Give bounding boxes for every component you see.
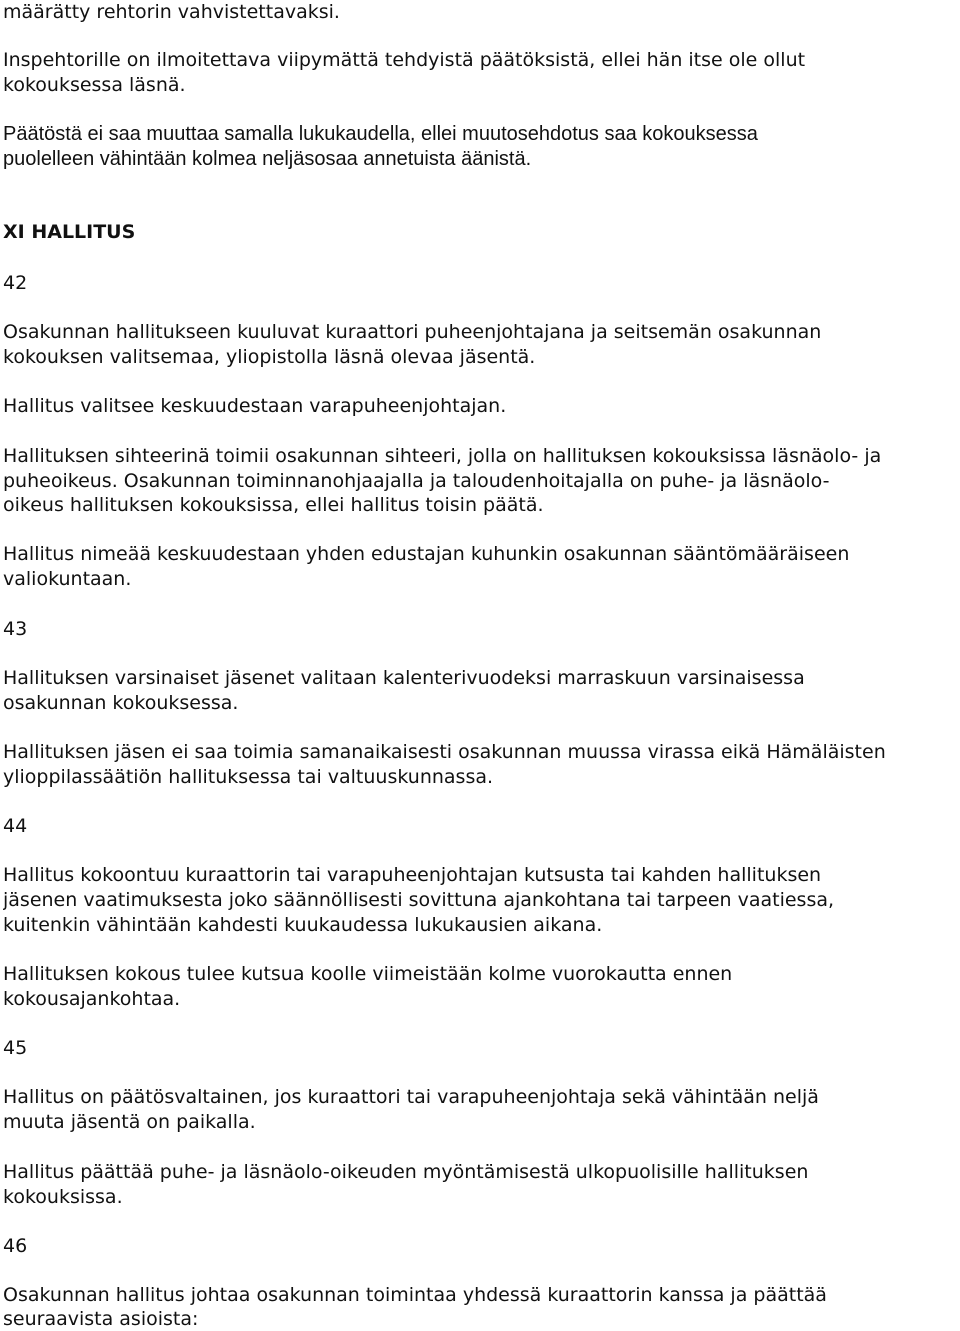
body-text-line: Hallituksen jäsen ei saa toimia samanaikaisesti osakunnan muussa virassa eikä Hämäläisten <box>3 741 886 763</box>
body-text-line: Hallituksen varsinaiset jäsenet valitaan kalenterivuodeksi marraskuun varsinaisessa <box>3 667 805 689</box>
body-text-line: Hallituksen kokous tulee kutsua koolle viimeistään kolme vuorokautta ennen <box>3 963 733 985</box>
body-text-line: oikeus hallituksen kokouksissa, ellei hallitus toisin päätä. <box>3 494 544 516</box>
body-text-line: puolelleen vähintään kolmea neljäsosaa annetuista äänistä. <box>3 148 532 170</box>
body-text-line: Osakunnan hallitus johtaa osakunnan toimintaa yhdessä kuraattorin kanssa ja päättää <box>3 1284 827 1306</box>
section-number: 46 <box>3 1235 28 1257</box>
body-text-line: muuta jäsentä on paikalla. <box>3 1111 256 1133</box>
body-text-line: valiokuntaan. <box>3 568 132 590</box>
body-text-line: Päätöstä ei saa muuttaa samalla lukukaudella, ellei muutosehdotus saa kokouksessa <box>3 123 758 145</box>
body-text-line: kokouksessa läsnä. <box>3 74 186 96</box>
body-text-line: seuraavista asioista: <box>3 1308 199 1330</box>
body-text-line: määrätty rehtorin vahvistettavaksi. <box>3 1 340 23</box>
body-text-line: Hallitus nimeää keskuudestaan yhden edustajan kuhunkin osakunnan sääntömääräiseen <box>3 543 850 565</box>
body-text-line: Hallitus on päätösvaltainen, jos kuraattori tai varapuheenjohtaja sekä vähintään neljä <box>3 1086 819 1108</box>
body-text-line: Inspehtorille on ilmoitettava viipymättä tehdyistä päätöksistä, ellei hän itse ole ollut <box>3 49 806 71</box>
body-text-line: Hallitus valitsee keskuudestaan varapuheenjohtajan. <box>3 395 507 417</box>
body-text-line: kokouksen valitsemaa, yliopistolla läsnä olevaa jäsentä. <box>3 346 536 368</box>
section-number: 42 <box>3 272 28 294</box>
body-text-line: Hallitus kokoontuu kuraattorin tai varapuheenjohtajan kutsusta tai kahden hallituksen <box>3 864 822 886</box>
body-text-line: Hallituksen sihteerinä toimii osakunnan sihteeri, jolla on hallituksen kokouksissa läsnäolo- ja <box>3 445 882 467</box>
body-text-line: kokouksissa. <box>3 1186 123 1208</box>
chapter-heading: XI HALLITUS <box>3 221 136 243</box>
body-text-line: ylioppilassäätiön hallituksessa tai valtuuskunnassa. <box>3 766 494 788</box>
document-page <box>3 0 958 1331</box>
body-text-line: Hallitus päättää puhe- ja läsnäolo-oikeuden myöntämisestä ulkopuolisille hallituksen <box>3 1161 809 1183</box>
body-text-line: puheoikeus. Osakunnan toiminnanohjaajalla ja taloudenhoitajalla on puhe- ja läsnäolo- <box>3 470 830 492</box>
body-text-line: kuitenkin vähintään kahdesti kuukaudessa lukukausien aikana. <box>3 914 603 936</box>
body-text-line: kokousajankohtaa. <box>3 988 181 1010</box>
body-text-line: jäsenen vaatimuksesta joko säännöllisesti sovittuna ajankohtana tai tarpeen vaatiessa, <box>3 889 835 911</box>
body-text-line: Osakunnan hallitukseen kuuluvat kuraattori puheenjohtajana ja seitsemän osakunnan <box>3 321 822 343</box>
section-number: 45 <box>3 1037 28 1059</box>
section-number: 43 <box>3 618 28 640</box>
body-text-line: osakunnan kokouksessa. <box>3 692 239 714</box>
section-number: 44 <box>3 815 28 837</box>
